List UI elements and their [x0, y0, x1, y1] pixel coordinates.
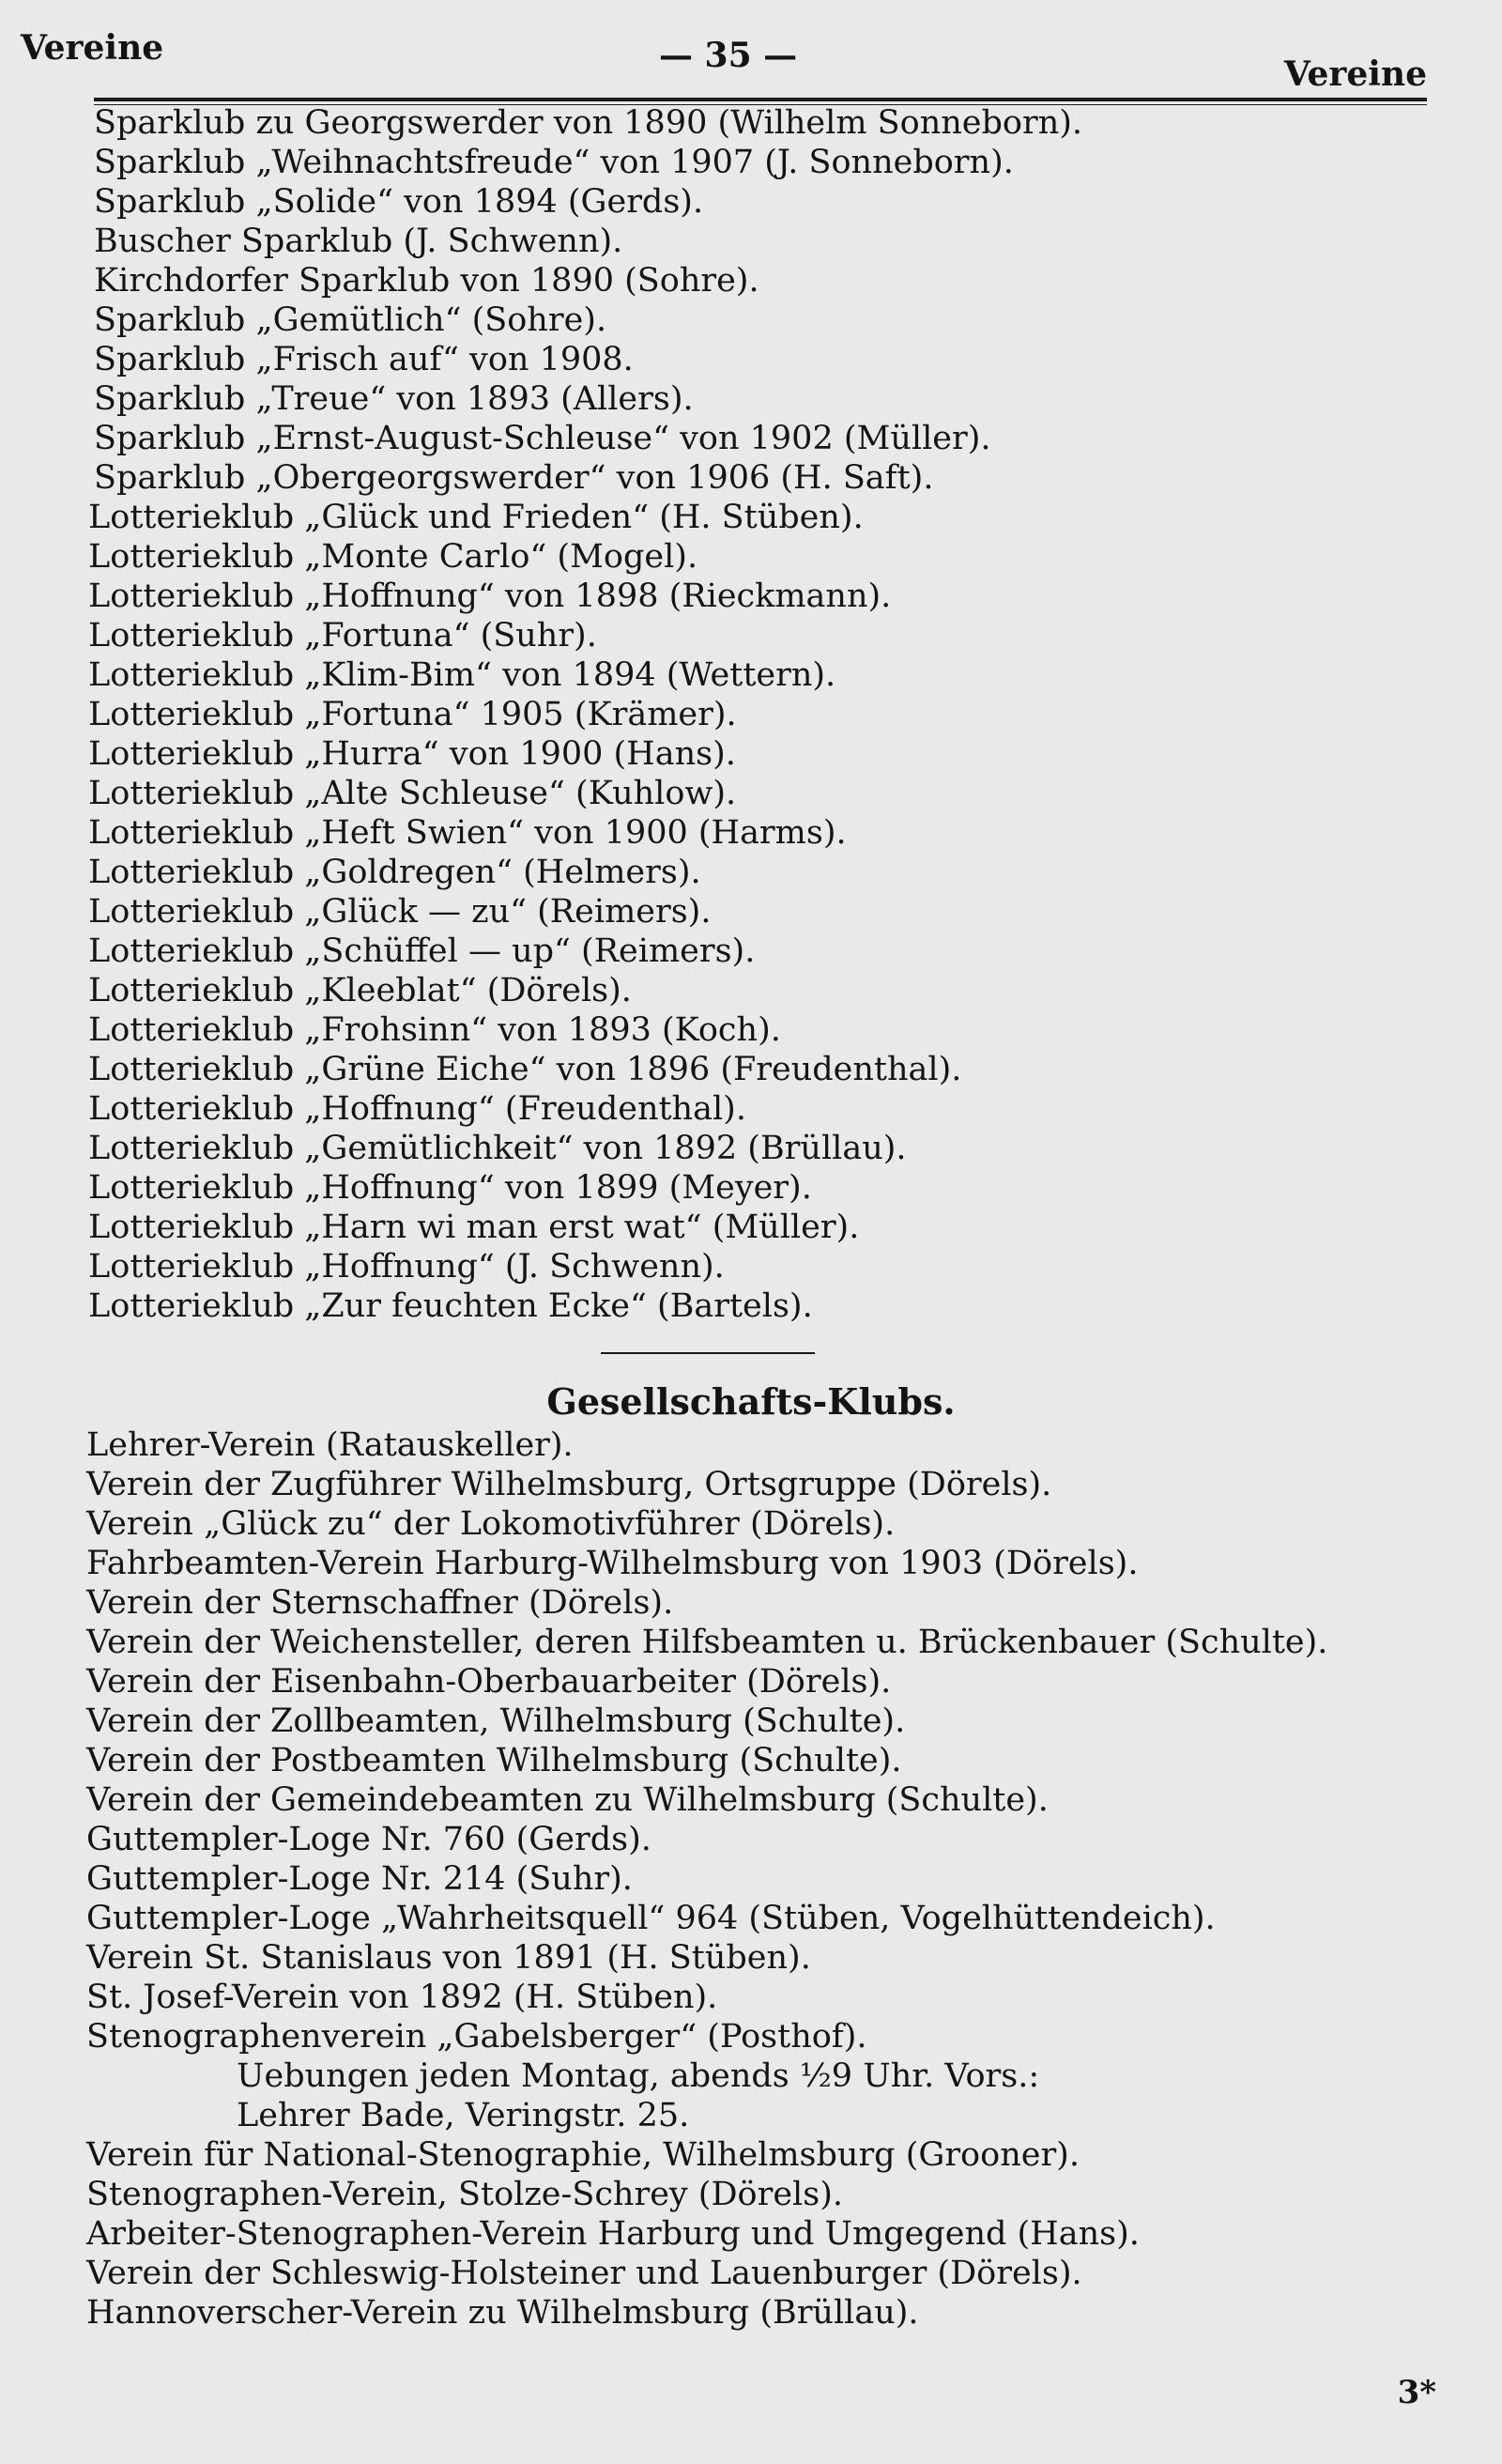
header-rule	[94, 98, 1427, 101]
list-item: Lotterieklub „Hoffnung“ (Freudenthal).	[88, 1090, 746, 1128]
list-item: Lotterieklub „Hoffnung“ (J. Schwenn).	[88, 1248, 725, 1286]
list-item: Lotterieklub „Frohsinn“ von 1893 (Koch).	[88, 1011, 781, 1049]
section-divider	[601, 1352, 815, 1354]
list-item: Verein der Zugführer Wilhelmsburg, Ortsgruppe (Dörels).	[86, 1466, 1052, 1503]
list-item: Guttempler-Loge Nr. 214 (Suhr).	[86, 1860, 633, 1898]
list-item: Sparklub „Obergeorgswerder“ von 1906 (H. Saft).	[94, 459, 934, 497]
list-item: Verein für National-Stenographie, Wilhelmsburg (Grooner).	[86, 2136, 1080, 2174]
list-item: Sparklub „Weihnachtsfreude“ von 1907 (J. Sonneborn).	[94, 144, 1014, 181]
list-item: Lehrer-Verein (Ratauskeller).	[86, 1426, 574, 1464]
list-item: Lotterieklub „Fortuna“ (Suhr).	[88, 617, 597, 654]
list-item-detail: Lehrer Bade, Veringstr. 25.	[237, 2097, 690, 2134]
list-item: Verein der Sternschaffner (Dörels).	[86, 1584, 674, 1622]
list-item: Lotterieklub „Gemütlichkeit“ von 1892 (Brüllau).	[88, 1130, 907, 1167]
list-item: Sparklub „Ernst-August-Schleuse“ von 1902 (Müller).	[94, 420, 991, 457]
list-item: Arbeiter-Stenographen-Verein Harburg und Umgegend (Hans).	[86, 2215, 1140, 2253]
list-item: Lotterieklub „Schüffel — up“ (Reimers).	[88, 932, 756, 970]
list-item: Hannoverscher-Verein zu Wilhelmsburg (Brüllau).	[86, 2294, 919, 2332]
list-item: Guttempler-Loge „Wahrheitsquell“ 964 (Stüben, Vogelhüttendeich).	[86, 1900, 1216, 1937]
list-item-detail: Uebungen jeden Montag, abends ½9 Uhr. Vors.:	[237, 2057, 1040, 2095]
signature-mark: 3*	[1397, 2374, 1436, 2411]
society-list	[86, 1425, 1427, 2333]
list-item: Sparklub „Treue“ von 1893 (Allers).	[94, 380, 694, 418]
page-number: — 35 —	[659, 36, 798, 75]
list-item: Verein der Zollbeamten, Wilhelmsburg (Schulte).	[86, 1702, 906, 1740]
list-item: Lotterieklub „Glück — zu“ (Reimers).	[88, 893, 712, 931]
list-item: Sparklub zu Georgswerder von 1890 (Wilhelm Sonneborn).	[94, 104, 1083, 142]
list-item: Kirchdorfer Sparklub von 1890 (Sohre).	[94, 262, 759, 300]
section-title: Gesellschafts-Klubs.	[546, 1380, 956, 1423]
list-item: Verein der Eisenbahn-Oberbauarbeiter (Dörels).	[86, 1663, 892, 1701]
list-item: Verein der Postbeamten Wilhelmsburg (Schulte).	[86, 1742, 902, 1779]
list-item: St. Josef-Verein von 1892 (H. Stüben).	[86, 1979, 718, 2016]
list-item: Sparklub „Gemütlich“ (Sohre).	[94, 301, 607, 339]
list-item: Sparklub „Frisch auf“ von 1908.	[94, 341, 634, 378]
list-item: Stenographen-Verein, Stolze-Schrey (Dörels).	[86, 2176, 843, 2213]
list-item: Stenographenverein „Gabelsberger“ (Posthof).	[86, 2018, 867, 2056]
list-item: Verein St. Stanislaus von 1891 (H. Stüben).	[86, 1939, 811, 1977]
list-item: Verein der Schleswig-Holsteiner und Lauenburger (Dörels).	[86, 2255, 1082, 2292]
list-item: Lotterieklub „Monte Carlo“ (Mogel).	[88, 538, 698, 576]
list-item: Lotterieklub „Goldregen“ (Helmers).	[88, 854, 701, 891]
list-item: Lotterieklub „Grüne Eiche“ von 1896 (Freudenthal).	[88, 1051, 962, 1088]
list-item: Lotterieklub „Zur feuchten Ecke“ (Bartels).	[88, 1287, 813, 1325]
list-item: Lotterieklub „Fortuna“ 1905 (Krämer).	[88, 696, 737, 733]
list-item: Lotterieklub „Kleeblat“ (Dörels).	[88, 972, 632, 1009]
list-item: Lotterieklub „Klim-Bim“ von 1894 (Wettern).	[88, 656, 836, 694]
list-item: Lotterieklub „Hoffnung“ von 1899 (Meyer).	[88, 1169, 812, 1207]
header-right: Vereine	[1283, 54, 1427, 94]
list-item: Fahrbeamten-Verein Harburg-Wilhelmsburg von 1903 (Dörels).	[86, 1545, 1139, 1582]
list-item: Lotterieklub „Glück und Frieden“ (H. Stüben).	[88, 499, 864, 536]
running-header	[21, 28, 1427, 94]
list-item: Verein „Glück zu“ der Lokomotivführer (Dörels).	[86, 1505, 896, 1543]
list-item: Guttempler-Loge Nr. 760 (Gerds).	[86, 1821, 651, 1858]
list-item: Lotterieklub „Harn wi man erst wat“ (Müller).	[88, 1209, 860, 1246]
list-item: Lotterieklub „Hurra“ von 1900 (Hans).	[88, 735, 736, 773]
club-list	[88, 103, 1427, 1326]
list-item: Sparklub „Solide“ von 1894 (Gerds).	[94, 183, 704, 221]
list-item: Lotterieklub „Alte Schleuse“ (Kuhlow).	[88, 775, 737, 812]
list-item: Lotterieklub „Heft Swien“ von 1900 (Harms).	[88, 814, 847, 852]
list-item: Buscher Sparklub (J. Schwenn).	[94, 223, 623, 260]
list-item: Verein der Weichensteller, deren Hilfsbeamten u. Brückenbauer (Schulte).	[86, 1624, 1328, 1661]
header-left: Vereine	[21, 28, 164, 68]
list-item: Lotterieklub „Hoffnung“ von 1898 (Rieckmann).	[88, 578, 892, 615]
list-item: Verein der Gemeindebeamten zu Wilhelmsburg (Schulte).	[86, 1781, 1049, 1819]
